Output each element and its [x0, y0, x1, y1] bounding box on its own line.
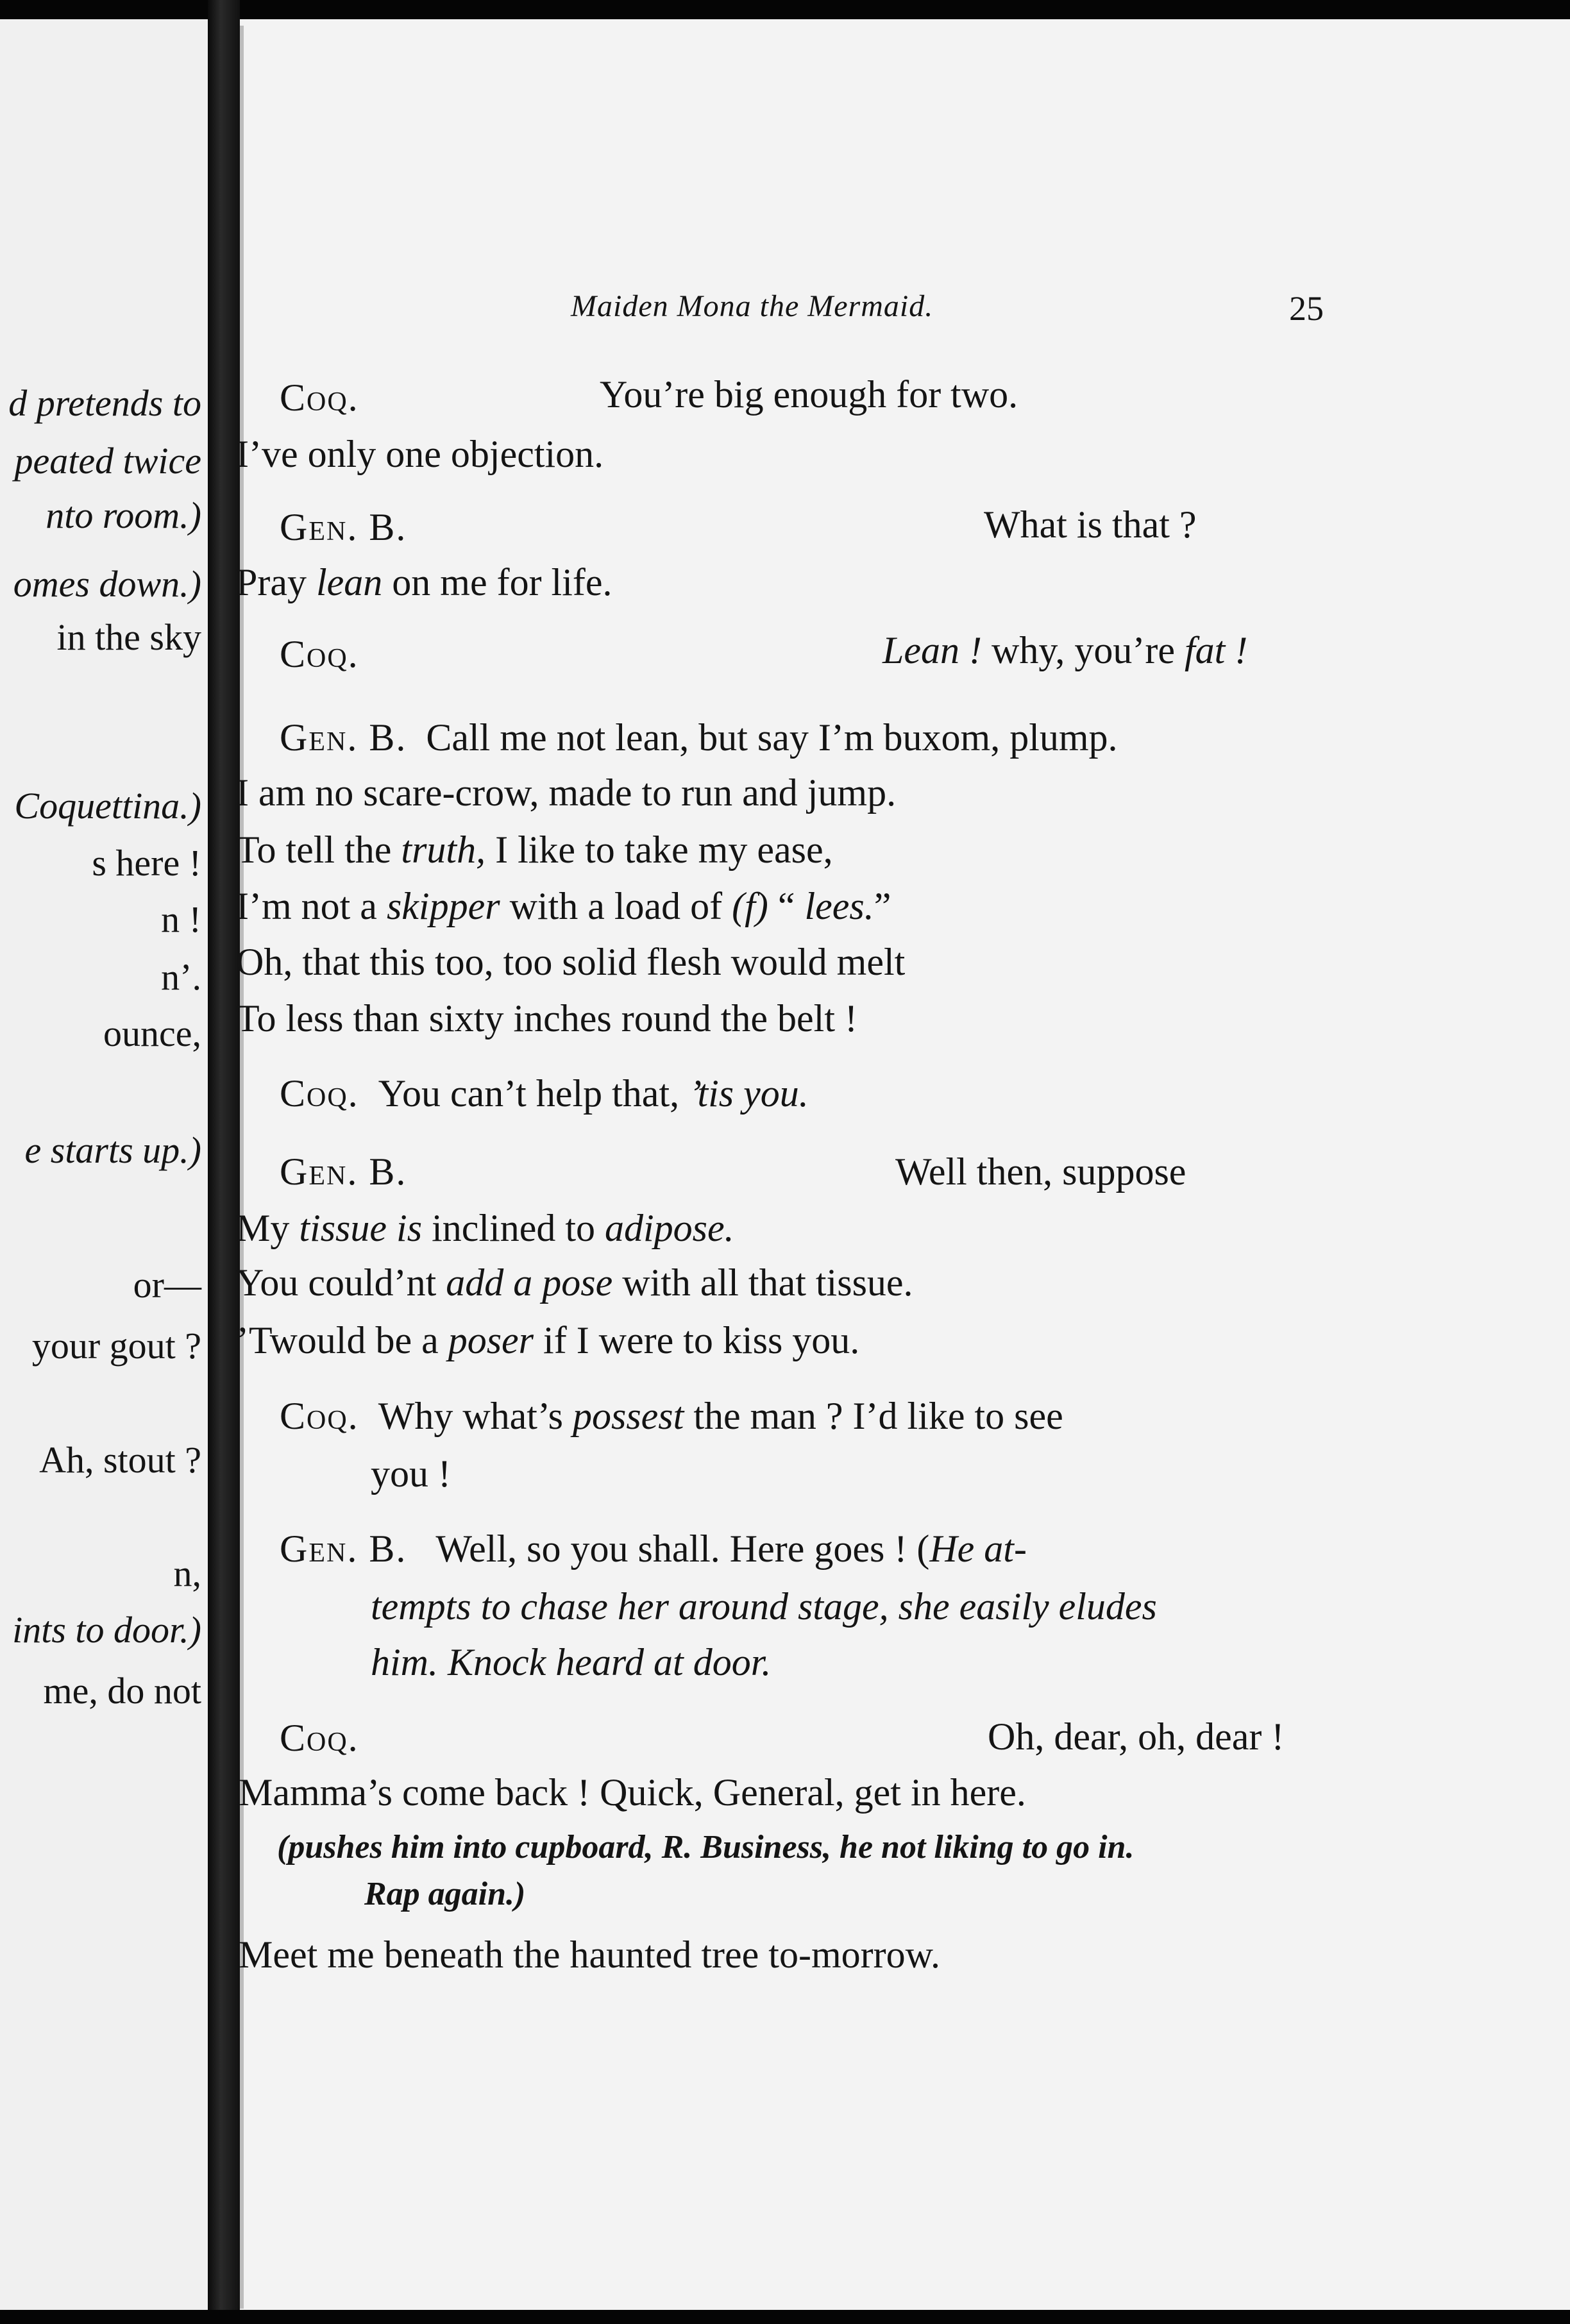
facing-page-line: or— — [133, 1264, 201, 1306]
dialogue-line: Well then, suppose — [895, 1150, 1186, 1193]
facing-page-fragment — [0, 19, 208, 2310]
facing-page-line: Ah, stout ? — [39, 1439, 201, 1481]
speaker-label: Gen. B. — [280, 716, 407, 759]
dialogue-line: To tell the truth, I like to take my ease, — [236, 829, 833, 871]
page-number: 25 — [1289, 289, 1324, 328]
stage-direction: (pushes him into cupboard, R. Business, he not liking to go in. — [277, 1829, 1135, 1865]
stage-direction: tempts to chase her around stage, she easily eludes — [371, 1585, 1157, 1628]
dialogue-line: you ! — [371, 1453, 451, 1495]
facing-page-line: me, do not — [43, 1670, 201, 1712]
dialogue-line: ’Twould be a poser if I were to kiss you. — [236, 1319, 860, 1361]
dialogue-line: What is that ? — [984, 503, 1197, 546]
speaker-label: Gen. B. — [280, 506, 407, 548]
facing-page-line: e starts up.) — [24, 1129, 201, 1171]
dialogue-line: Lean ! why, you’re fat ! — [882, 629, 1248, 671]
speaker-label: Gen. B. — [280, 1528, 407, 1570]
dialogue-line: To less than sixty inches round the belt ! — [236, 997, 857, 1040]
facing-page-line: Coquettina.) — [14, 785, 201, 827]
facing-page-line: d pretends to — [8, 382, 201, 424]
speaker-label: Coq. — [280, 1717, 359, 1759]
dialogue-line: I am no scare-crow, made to run and jump. — [236, 771, 897, 814]
facing-page-line: n ! — [161, 898, 201, 940]
stage-direction: Rap again.) — [364, 1876, 526, 1912]
speaker-label: Coq. — [280, 1395, 359, 1437]
dialogue-line: You could’nt add a pose with all that tissue. — [236, 1261, 913, 1304]
speaker-label: Gen. B. — [280, 1150, 407, 1193]
facing-page-line: nto room.) — [46, 494, 201, 536]
dialogue-line: Gen. B. Well, so you shall. Here goes ! (He at- — [280, 1528, 1027, 1570]
facing-page-line: n’. — [161, 956, 201, 998]
facing-page-line: in the sky — [56, 616, 201, 658]
facing-page-line: ounce, — [103, 1013, 201, 1054]
dialogue-line: I’m not a skipper with a load of (f) “ lees.” — [236, 885, 891, 927]
speaker-label: Coq. — [280, 1072, 359, 1115]
dialogue-line: Coq. Why what’s possest the man ? I’d like to see — [280, 1395, 1063, 1437]
speaker-label: Coq. — [280, 376, 359, 419]
facing-page-line: s here ! — [92, 842, 201, 884]
speaker-label: Coq. — [280, 633, 359, 675]
stage-direction: him. Knock heard at door. — [371, 1641, 772, 1683]
facing-page-line: peated twice — [14, 440, 201, 482]
dialogue-line: My tissue is inclined to adipose. — [236, 1207, 734, 1249]
facing-page-line: omes down.) — [13, 563, 201, 605]
dialogue-line: Meet me beneath the haunted tree to-morrow. — [239, 1933, 941, 1976]
dialogue-line: Coq. You can’t help that, ’tis you. — [280, 1072, 809, 1115]
dialogue-line: You’re big enough for two. — [600, 373, 1018, 416]
scan-bottom-border — [0, 2310, 1570, 2324]
facing-page-line: n, — [173, 1553, 201, 1594]
dialogue-line: Gen. B. Call me not lean, but say I’m buxom, plump. — [280, 716, 1118, 759]
running-header: Maiden Mona the Mermaid. — [571, 289, 934, 323]
book-spine-gutter — [208, 0, 240, 2324]
dialogue-line: Mamma’s come back ! Quick, General, get in here. — [239, 1771, 1026, 1814]
dialogue-line: I’ve only one objection. — [236, 433, 604, 475]
dialogue-line: Pray lean on me for life. — [236, 561, 612, 603]
dialogue-line: Oh, dear, oh, dear ! — [988, 1715, 1285, 1758]
facing-page-line: ints to door.) — [12, 1609, 201, 1651]
facing-page-line: your gout ? — [31, 1325, 201, 1367]
dialogue-line: Oh, that this too, too solid flesh would melt — [236, 941, 906, 983]
